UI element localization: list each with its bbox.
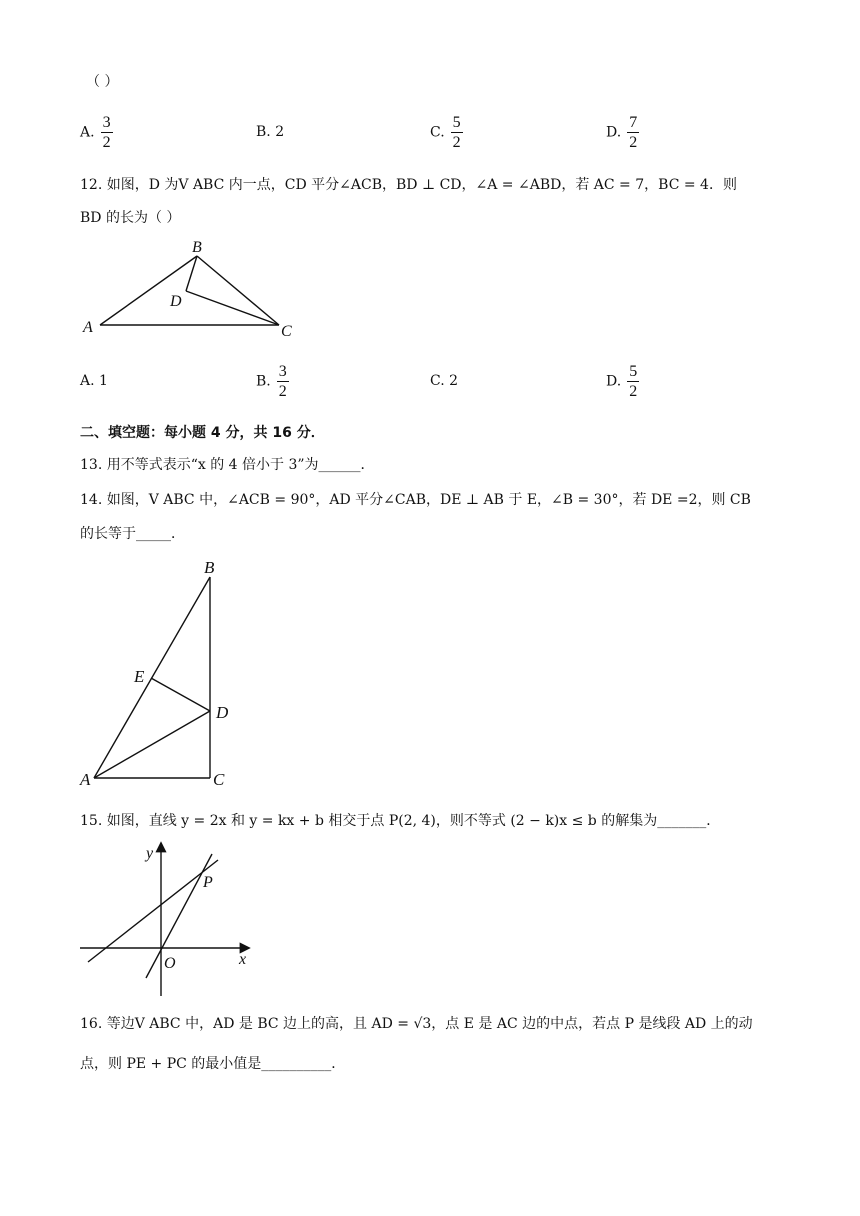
fraction xyxy=(101,114,113,151)
numerator: 3 xyxy=(278,363,287,380)
segment-bc xyxy=(197,256,279,325)
label-a: A xyxy=(80,770,91,789)
label-d: D xyxy=(170,293,182,310)
q11-option-d xyxy=(606,114,639,151)
q12-option-d xyxy=(606,363,639,400)
q16-stem-line1: 16. 等边V ABC 中，AD 是 BC 边上的高，且 AD = √3，点 E 是 AC 边的中点，若点 P 是线段 AD 上的动 xyxy=(80,1016,753,1032)
label-p: P xyxy=(203,874,213,891)
label-x: x xyxy=(239,951,247,968)
denominator: 2 xyxy=(629,134,638,151)
label-b: B xyxy=(192,239,202,256)
q11-option-b: B. 2 xyxy=(256,124,285,140)
line-y-equals-kx-plus-b xyxy=(88,860,218,962)
label-c: C xyxy=(213,770,225,789)
previous-question-answer-paren: （ ） xyxy=(86,74,119,90)
option-label: D. xyxy=(606,373,622,390)
q11-option-c xyxy=(430,114,463,151)
label-e: E xyxy=(134,667,145,686)
label-b: B xyxy=(204,558,215,577)
segment-ab xyxy=(100,256,197,325)
q12-stem-line1: 12. 如图，D 为V ABC 内一点，CD 平分∠ACB，BD ⊥ CD，∠A = ∠ABD，若 AC = 7，BC = 4．则 xyxy=(80,177,737,193)
label-c: C xyxy=(281,323,292,340)
fraction xyxy=(277,363,289,400)
fraction xyxy=(451,114,463,151)
option-label: A. xyxy=(80,124,95,141)
q12-triangle-figure xyxy=(78,234,308,344)
label-d: D xyxy=(216,703,229,722)
numerator: 3 xyxy=(102,114,111,131)
label-y: y xyxy=(146,845,154,862)
q12-stem-line2: BD 的长为（ ） xyxy=(80,210,181,226)
denominator: 2 xyxy=(278,383,287,400)
q16-stem-line2: 点，则 PE + PC 的最小值是__________． xyxy=(80,1056,346,1072)
option-label: B. xyxy=(256,373,271,390)
section-heading-fill-in: 二、填空题：每小题 4 分，共 16 分． xyxy=(80,425,325,441)
segment-ad xyxy=(94,711,210,778)
q15-coordinate-figure xyxy=(76,838,256,998)
q14-stem-line1: 14. 如图，V ABC 中，∠ACB = 90°，AD 平分∠CAB，DE ⊥ AB 于 E，∠B = 30°，若 DE =2，则 CB xyxy=(80,492,751,508)
q11-option-a xyxy=(80,114,113,151)
q12-option-a: A. 1 xyxy=(80,373,108,389)
fraction xyxy=(627,363,639,400)
segment-dc xyxy=(186,291,279,325)
q14-stem-line2: 的长等于_____． xyxy=(80,526,185,542)
numerator: 7 xyxy=(629,114,638,131)
numerator: 5 xyxy=(452,114,461,131)
q15-stem: 15. 如图，直线 y = 2x 和 y = kx + b 相交于点 P(2, 4)，则不等式 (2 − k)x ≤ b 的解集为_______． xyxy=(80,813,721,829)
segment-ed xyxy=(151,678,210,711)
q14-right-triangle-figure xyxy=(76,556,246,792)
segment-bd xyxy=(186,256,197,291)
fraction xyxy=(627,114,639,151)
option-label: D. xyxy=(606,124,622,141)
option-label: C. xyxy=(430,124,445,141)
q12-option-b xyxy=(256,363,289,400)
denominator: 2 xyxy=(452,134,461,151)
segment-ab xyxy=(94,577,210,778)
denominator: 2 xyxy=(102,134,111,151)
label-origin: O xyxy=(164,955,176,972)
q13-stem: 13. 用不等式表示“x 的 4 倍小于 3”为______． xyxy=(80,457,375,473)
q12-option-c: C. 2 xyxy=(430,373,459,389)
denominator: 2 xyxy=(629,383,638,400)
label-a: A xyxy=(83,319,93,336)
numerator: 5 xyxy=(629,363,638,380)
